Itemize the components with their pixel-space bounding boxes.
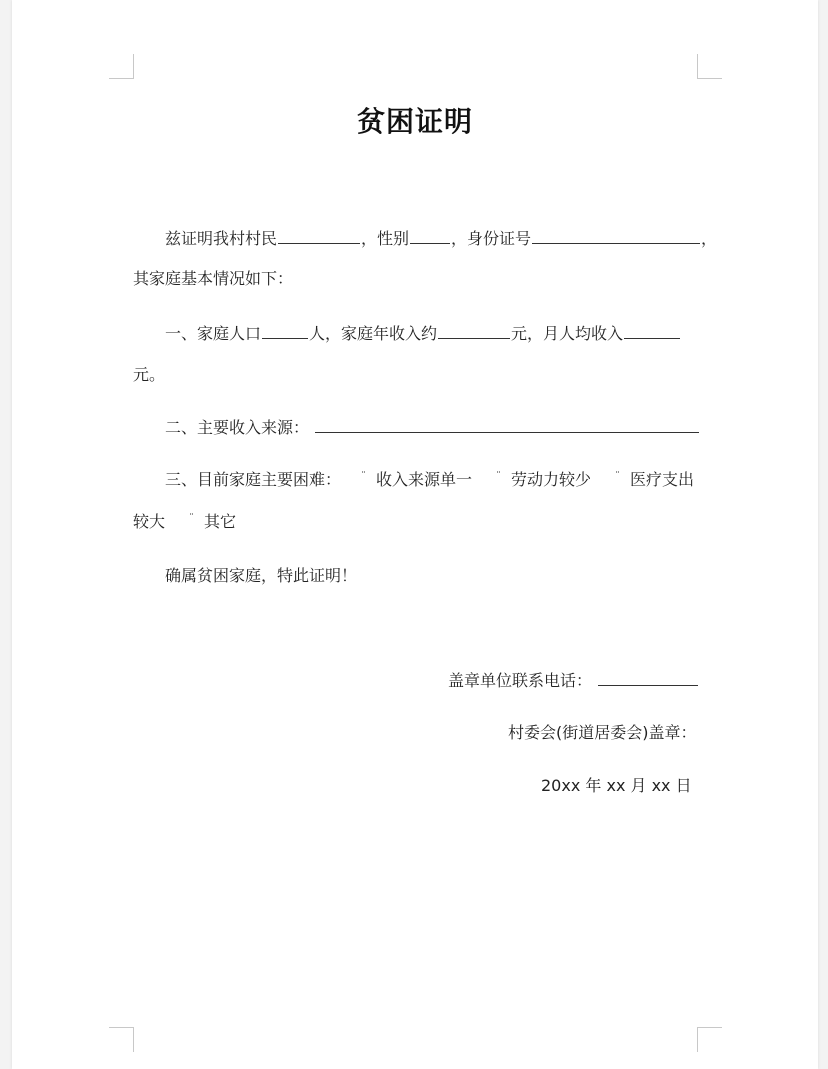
margin-corner-top-right (697, 54, 722, 79)
item-household (165, 322, 681, 345)
villager-name-blank[interactable] (278, 227, 360, 244)
option-single-income: 收入来源单一 (376, 470, 473, 489)
intro-text-a: 兹证明我村村民 (165, 229, 278, 248)
option-medical: 医疗支出 (630, 470, 695, 489)
monthly-income-blank[interactable] (624, 322, 680, 339)
annual-income-blank[interactable] (438, 322, 510, 339)
intro-line (165, 227, 717, 250)
margin-corner-bottom-right (697, 1027, 722, 1052)
committee-stamp: 村委会(街道居委会)盖章： (508, 723, 697, 742)
option-less-labor: 劳动力较少 (511, 470, 592, 489)
date-line: 20xx 年 xx 月 xx 日 (541, 776, 692, 795)
item3-continuation (133, 511, 236, 533)
item1-continuation: 元。 (133, 365, 166, 384)
option-other: 其它 (204, 512, 237, 531)
margin-corner-bottom-left (109, 1027, 134, 1052)
item-income-source (165, 416, 700, 439)
intro-text-d: ， (701, 229, 718, 248)
checkbox-less-labor[interactable]: ¨ (496, 471, 502, 482)
stamp-phone-line (448, 669, 699, 692)
item2-text: 二、主要收入来源： (165, 418, 310, 437)
item-difficulties (165, 469, 694, 491)
page-title: 贫困证明 (356, 105, 473, 138)
income-source-blank[interactable] (315, 416, 699, 433)
intro-line-2: 其家庭基本情况如下： (133, 269, 294, 288)
item1-text-c: 元，月人均收入 (511, 324, 624, 343)
stamp-phone-label: 盖章单位联系电话： (448, 671, 593, 690)
stamp-phone-blank[interactable] (598, 669, 698, 686)
household-size-blank[interactable] (262, 322, 308, 339)
document-page (12, 0, 818, 1069)
checkbox-single-income[interactable]: ¨ (361, 471, 367, 482)
margin-corner-top-left (109, 54, 134, 79)
option-medical-cont: 较大 (133, 512, 166, 531)
item1-text-b: 人，家庭年收入约 (309, 324, 438, 343)
checkbox-medical[interactable]: ¨ (615, 471, 621, 482)
id-number-blank[interactable] (532, 227, 700, 244)
intro-text-b: ，性别 (361, 229, 410, 248)
item3-text: 三、目前家庭主要困难： (165, 470, 342, 489)
gender-blank[interactable] (410, 227, 450, 244)
checkbox-other[interactable]: ¨ (189, 513, 195, 524)
intro-text-c: ，身份证号 (451, 229, 532, 248)
item1-text-a: 一、家庭人口 (165, 324, 262, 343)
confirm-text: 确属贫困家庭，特此证明！ (165, 566, 358, 585)
